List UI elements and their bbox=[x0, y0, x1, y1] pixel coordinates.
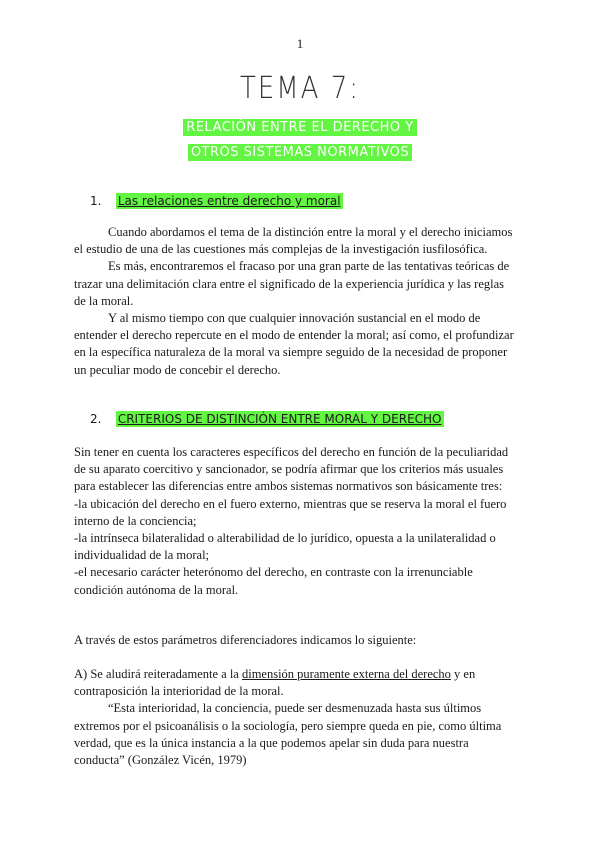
point-a-suffix: y en contraposición la interioridad de la moral. bbox=[74, 667, 476, 699]
document-title: TEMA 7: bbox=[239, 71, 361, 107]
subtitle-line-2 bbox=[0, 145, 600, 160]
point-a-text bbox=[74, 666, 514, 700]
section-2-title: CRITERIOS DE DISTINCIÓN ENTRE MORAL Y DERECHO bbox=[117, 412, 442, 426]
subtitle-highlight-1: RELACIÓN ENTRE EL DERECHO Y bbox=[183, 119, 416, 136]
criterion-item: -el necesario carácter heterónomo del derecho, en contraste con la irrenunciable condición autónoma de la moral. bbox=[74, 565, 473, 597]
paragraph: Es más, encontraremos el fracaso por una gran parte de las tentativas teóricas de trazar una delimitación clara entre el significado de la experiencia jurídica y las reglas de la moral. bbox=[74, 259, 510, 308]
section-2-intro: Sin tener en cuenta los caracteres específicos del derecho en función de la peculiaridad de su aparato coercitivo y sancionador, se podría afirmar que los criterios más usuales para establecer las diferencias entre ambos sistemas normativos son básicamente tres: bbox=[74, 445, 509, 494]
transition-line bbox=[74, 632, 514, 649]
paragraph: Cuando abordamos el tema de la distinción entre la moral y el derecho iniciamos el estudio de una de las cuestiones más complejas de la investigación iusfilosófica. bbox=[74, 225, 513, 257]
point-a-underlined: dimensión puramente externa del derecho bbox=[241, 667, 451, 681]
section-1-number: 1. bbox=[90, 194, 102, 208]
page-number: 1 bbox=[296, 36, 304, 51]
section-1-heading bbox=[90, 194, 343, 208]
subtitle-line-1 bbox=[0, 120, 600, 135]
paragraph: Y al mismo tiempo con que cualquier innovación sustancial en el modo de entender el derecho repercute en el modo de entender la moral; así como, el profundizar en la específica naturaleza de la moral va siempre seguido de la necesidad de proponer un peculiar modo de concebir el derecho. bbox=[74, 311, 514, 377]
criterion-item: -la ubicación del derecho en el fuero externo, mientras que se reserva la moral el fuero interno de la conciencia; bbox=[74, 496, 507, 528]
criterion-item: -la intrínseca bilateralidad o alterabilidad de lo jurídico, opuesta a la unilateralidad o individualidad de la moral; bbox=[74, 531, 496, 563]
section-2-heading bbox=[90, 412, 444, 426]
section-2-number: 2. bbox=[90, 412, 102, 426]
point-a-prefix: A) Se aludirá reiteradamente a la bbox=[74, 667, 242, 681]
point-a-quote: “Esta interioridad, la conciencia, puede ser desmenuzada hasta sus últimos extremos por el psicoanálisis o la sociología, pero siempre queda en pie, como última verdad, que es la única instancia a la que podemos apelar sin duda para nuestra conducta” (González Vicén, 1979) bbox=[74, 701, 502, 768]
point-a-block bbox=[74, 666, 514, 769]
section-1-body bbox=[74, 224, 514, 379]
section-1-title: Las relaciones entre derecho y moral bbox=[117, 194, 341, 208]
transition-text: A través de estos parámetros diferenciadores indicamos lo siguiente: bbox=[74, 633, 417, 647]
section-2-body bbox=[74, 444, 514, 599]
subtitle-highlight-2: OTROS SISTEMAS NORMATIVOS bbox=[188, 144, 412, 161]
